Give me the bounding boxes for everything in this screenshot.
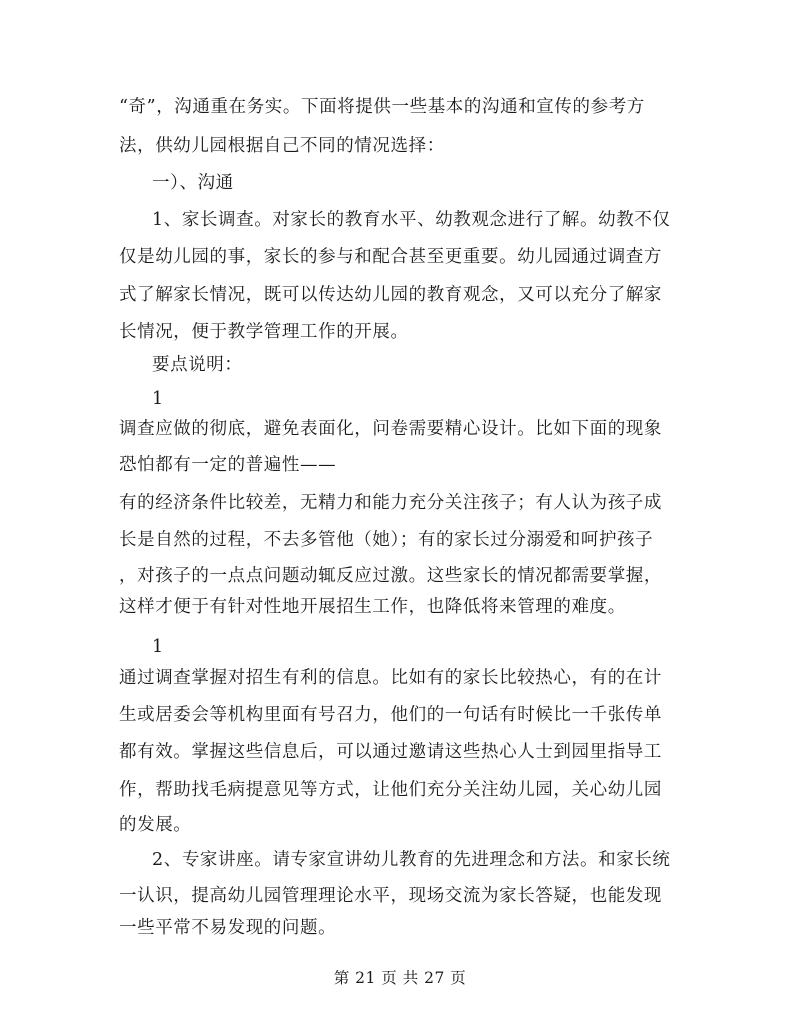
body-text-line: “奇”，沟通重在务实。下面将提供一些基本的沟通和宣传的参考方: [119, 97, 645, 117]
body-text-line: 都有效。掌握这些信息后，可以通过邀请这些热心人士到园里指导工: [119, 742, 662, 762]
body-text-line: 一认识，提高幼儿园管理理论水平，现场交流为家长答疑，也能发现: [119, 886, 662, 906]
body-text-line: 这样才便于有针对性地开展招生工作，也降低将来管理的难度。: [119, 597, 626, 617]
body-text-line: 法，供幼儿园根据自己不同的情况选择：: [119, 136, 445, 156]
body-text-line: 恐怕都有一定的普遍性——: [119, 455, 337, 475]
body-text-line: 一些平常不易发现的问题。: [119, 918, 337, 938]
list-number: 1: [152, 389, 164, 409]
page-number-footer: 第 21 页 共 27 页: [333, 969, 467, 987]
body-text-line: 长情况，便于教学管理工作的开展。: [119, 322, 409, 342]
body-text-line: 有的经济条件比较差，无精力和能力充分关注孩子；有人认为孩子成: [119, 493, 662, 513]
body-text-line: 调查应做的彻底，避免表面化，问卷需要精心设计。比如下面的现象: [119, 419, 662, 439]
body-text-line: 长是自然的过程，不去多管他（她）；有的家长过分溺爱和呵护孩子: [119, 530, 654, 550]
body-text-line: 通过调查掌握对招生有利的信息。比如有的家长比较热心，有的在计: [119, 668, 662, 688]
paragraph-start-line: 1、家长调查。对家长的教育水平、幼教观念进行了解。幼教不仅: [152, 210, 671, 230]
section-heading: 一）、沟通: [152, 173, 234, 193]
body-text-line: 式了解家长情况，既可以传达幼儿园的教育观念，又可以充分了解家: [119, 285, 662, 305]
body-text-line: 仅是幼儿园的事，家长的参与和配合甚至更重要。幼儿园通过调查方: [119, 247, 662, 267]
body-text-line: ，对孩子的一点点问题动辄反应过激。这些家长的情况都需要掌握，: [119, 566, 662, 586]
paragraph-start-line: 2、专家讲座。请专家宣讲幼儿教育的先进理念和方法。和家长统: [152, 850, 671, 870]
body-text-line: 的发展。: [119, 815, 192, 835]
body-text-line: 作，帮助找毛病提意见等方式，让他们充分关注幼儿园，关心幼儿园: [119, 780, 662, 800]
body-text-line: 生或居委会等机构里面有号召力，他们的一句话有时候比一千张传单: [119, 705, 662, 725]
key-points-heading: 要点说明：: [152, 355, 243, 375]
list-number: 1: [152, 637, 164, 657]
